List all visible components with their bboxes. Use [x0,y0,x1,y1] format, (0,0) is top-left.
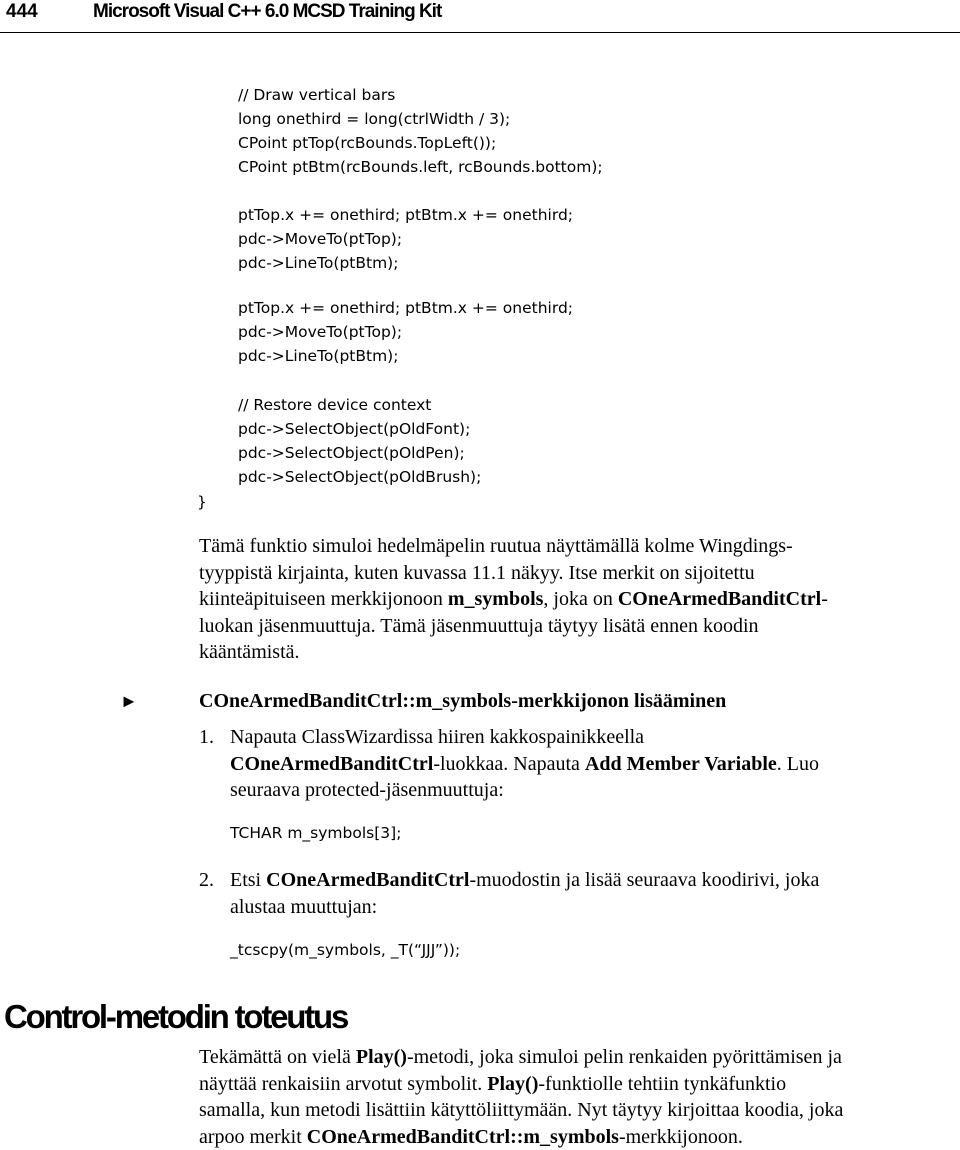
procedure-title: COneArmedBanditCtrl::m_symbols-merkkijonon lisääminen [199,690,727,712]
inline-code-term: Play() [355,1046,407,1068]
paragraph-line: tyyppistä kirjainta, kuten kuvassa 11.1 näkyy. Itse merkit on sijoitettu [199,561,755,584]
inline-code-term: Play() [487,1072,539,1095]
step-1-text: Napauta ClassWizardissa hiiren kakkospainikkeella COneArmedBanditCtrl-luokkaa. Napauta Add Member Variable. Luo seuraava protected-jäsenmuuttuja: [230,726,820,801]
code-line: long onethird = long(ctrlWidth / 3); [238,110,511,128]
code-line: pdc->SelectObject(pOldPen); [238,444,465,462]
section-heading: Control-metodin toteutus [4,998,348,1035]
paragraph-line: luokan jäsenmuuttuja. Tämä jäsenmuuttuja täytyy lisätä ennen koodin [199,614,759,637]
step-2-text: Etsi COneArmedBanditCtrl-muodostin ja lisää seuraava koodirivi, joka alustaa muuttujan: [230,869,820,918]
step-number: 1. [199,726,214,748]
page-number: 444 [6,1,38,22]
code-line: // Draw vertical bars [238,86,396,104]
code-line: pdc->SelectObject(pOldBrush); [238,468,482,486]
code-line: pdc->LineTo(ptBtm); [238,254,399,272]
header-rule [0,32,960,33]
closing-brace: } [197,493,207,511]
code-line: pdc->MoveTo(ptTop); [238,323,403,341]
inline-code-term: COneArmedBanditCtrl [230,752,434,775]
inline-code-term: COneArmedBanditCtrl::m_symbols [306,1125,619,1148]
page-header [0,0,960,34]
step-1-code: TCHAR m_symbols[3]; [230,824,402,842]
code-line: pdc->MoveTo(ptTop); [238,230,403,248]
inline-code-term: COneArmedBanditCtrl [617,588,822,610]
code-line: CPoint ptBtm(rcBounds.left, rcBounds.bottom); [238,158,603,176]
code-line: // Restore device context [238,396,432,414]
code-line: ptTop.x += onethird; ptBtm.x += onethird; [238,299,574,317]
inline-ui-term: Add Member Variable [584,752,777,775]
inline-code-term: COneArmedBanditCtrl [266,869,470,891]
code-line: ptTop.x += onethird; ptBtm.x += onethird; [238,206,574,224]
running-title: Microsoft Visual C++ 6.0 MCSD Training Kit [93,1,442,22]
code-line: pdc->LineTo(ptBtm); [238,347,399,365]
code-line: pdc->SelectObject(pOldFont); [238,420,471,438]
inline-code-term: m_symbols [447,588,544,610]
body-paragraph [199,533,939,666]
section-paragraph: Tekämättä on vielä Play()-metodi, joka simuloi pelin renkaiden pyörittämisen ja näyttää renkaisiin arvotut symbolit. Play()-funktiolle tehtiin tynkäfunktio samalla, kun metodi lisättiin kätyttöliittymään. Nyt täytyy kirjoittaa koodia, joka arpoo merkit COneArmedBanditCtrl::m_symbols-merkkijonoon. [199,1046,844,1148]
code-line: CPoint ptTop(rcBounds.TopLeft()); [238,134,497,152]
step-number: 2. [199,869,214,891]
paragraph-line: Tämä funktio simuloi hedelmäpelin ruutua näyttämällä kolme Wingdings- [199,535,793,557]
procedure-arrow-icon: ► [120,691,138,711]
step-2-code: _tcscpy(m_symbols, _T(“JJJ”)); [230,941,461,959]
paragraph-line: kiinteäpituiseen merkkijonoon m_symbols, joka on COneArmedBanditCtrl- [199,588,828,610]
paragraph-line: kääntämistä. [199,641,300,663]
